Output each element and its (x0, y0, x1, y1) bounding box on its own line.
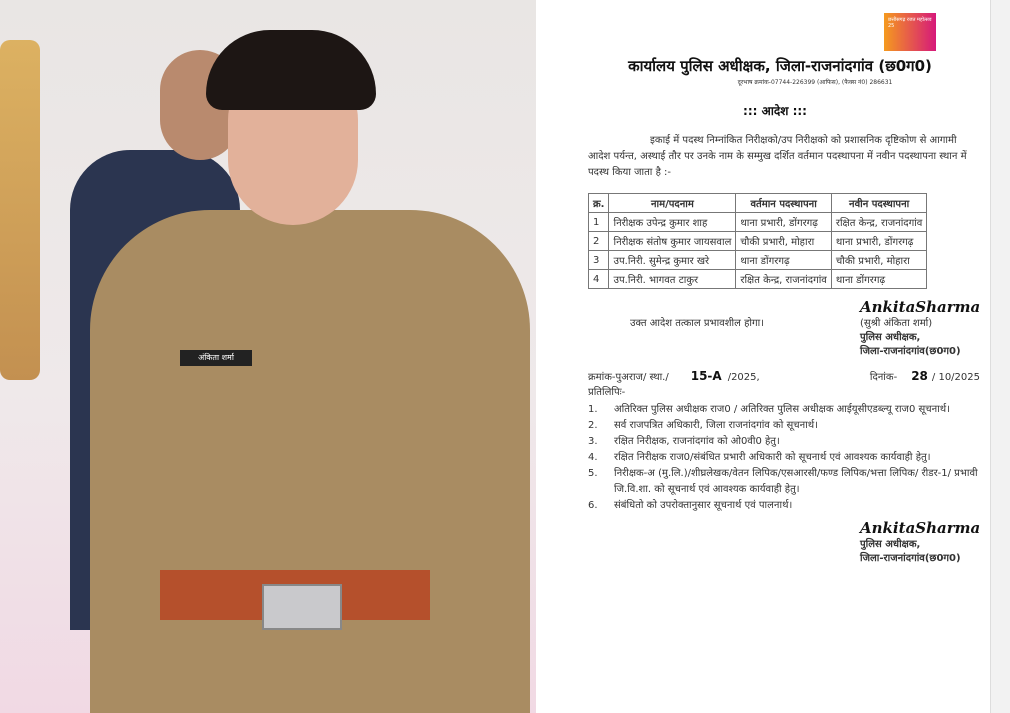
table-header-row (589, 194, 927, 213)
ref-dinank: दिनांक- (869, 372, 898, 383)
item-text: रक्षित निरीक्षक, राजनांदगांव को ओ0वी0 हेतु। (614, 436, 780, 447)
logo-text: छत्तीसगढ़ रजत महोत्सव 25 (888, 17, 932, 29)
copy-list (588, 402, 980, 514)
cell: 1 (589, 213, 609, 232)
cell: रक्षित केन्द्र, राजनांदगांव (736, 270, 832, 289)
ref-day: 28 (911, 369, 928, 383)
list-item (588, 498, 980, 514)
cell: 2 (589, 232, 609, 251)
ref-date-rest: / 10/2025 (931, 372, 980, 383)
item-text: निरीक्षक-अ (मु.लि.)/शीघ्रलेखक/वेतन लिपिक/एसआरसी/फण्ड लिपिक/भत्ता लिपिक/ रीडर-1/ प्रभावी जि.वि.शा. को सूचनार्थ एवं आवश्यक कार्यवाही हेतु। (614, 468, 978, 495)
col-header: क्र. (589, 194, 609, 213)
reference-line (588, 369, 980, 383)
cell: रक्षित केन्द्र, राजनांदगांव (831, 213, 927, 232)
signatory-designation-2: पुलिस अधीक्षक, (860, 539, 921, 550)
cell: उप.निरी. भागवत टाकुर (609, 270, 736, 289)
table-row (589, 232, 927, 251)
col-header: नाम/पदनाम (609, 194, 736, 213)
belt-buckle (262, 584, 342, 630)
uniform (90, 210, 530, 713)
list-item (588, 434, 980, 450)
signatory-district-2: जिला-राजनांदगांव(छ0ग0) (860, 553, 961, 564)
page-edge (990, 0, 1010, 713)
item-number: 3. (588, 436, 598, 447)
cell: चौकी प्रभारी, मोहारा (831, 251, 927, 270)
ref-year: /2025, (727, 372, 760, 383)
cell: 3 (589, 251, 609, 270)
signatory-designation: पुलिस अधीक्षक, (860, 332, 921, 343)
cell: थाना प्रभारी, डोंगरगढ़ (736, 213, 832, 232)
item-text: अतिरिक्त पुलिस अधीक्षक राज0 / अतिरिक्त पुलिस अधीक्षक आईयूसीएडब्ल्यू राज0 सूचनार्थ। (614, 404, 950, 415)
item-number: 2. (588, 420, 598, 431)
order-heading: ::: आदेश ::: (743, 104, 807, 118)
cell: निरीक्षक संतोष कुमार जायसवाल (609, 232, 736, 251)
signatory-district: जिला-राजनांदगांव(छ0ग0) (860, 346, 961, 357)
col-header: वर्तमान पदस्थापना (736, 194, 832, 213)
cell: चौकी प्रभारी, मोहारा (736, 232, 832, 251)
order-body: इकाई में पदस्थ निम्नांकित निरीक्षको/उप निरीक्षको को प्रशासनिक दृष्टिकोण से आगामी आदेश पर्यन्त, अस्थाई तौर पर उनके नाम के सम्मुख दर्शित वर्तमान पदस्थापना में नवीन पदस्थापना स्थान में पदस्थ किया जाता है :- (588, 135, 967, 178)
item-text: संबंधितो को उपरोक्तानुसार सूचनार्थ एवं पालनार्थ। (614, 500, 793, 511)
logo (884, 13, 936, 51)
name-tag: अंकिता शर्मा (180, 350, 252, 366)
item-text: सर्व राजपत्रित अधिकारी, जिला राजनांदगांव को सूचनार्थ। (614, 420, 818, 431)
signature-block-2-wrap (588, 518, 980, 566)
cell: निरीक्षक उपेन्द्र कुमार शाह (609, 213, 736, 232)
copy-label: प्रतिलिपिः- (588, 387, 626, 398)
cell: उप.निरी. सुमेन्द्र कुमार खरे (609, 251, 736, 270)
table-row (589, 251, 927, 270)
table-row (589, 270, 927, 289)
cell: थाना प्रभारी, डोंगरगढ़ (831, 232, 927, 251)
cell: थाना डोंगरगढ़ (831, 270, 927, 289)
phone-line: दूरभाष क्रमांक-07744-226399 (आफिस), (फैक्स नं0) 286631 (737, 79, 893, 86)
effective-note: उक्त आदेश तत्काल प्रभावशील होगा। (630, 318, 764, 329)
table-row (589, 213, 927, 232)
list-item (588, 466, 980, 498)
cell: थाना डोंगरगढ़ (736, 251, 832, 270)
item-number: 6. (588, 500, 598, 511)
signature-block-2 (860, 518, 980, 566)
col-header: नवीन पदस्थापना (831, 194, 927, 213)
signature-1: AnkitaSharma (860, 298, 981, 316)
background-lamp (0, 40, 40, 380)
signature-2: AnkitaSharma (860, 519, 981, 537)
hair (206, 30, 376, 110)
list-item (588, 418, 980, 434)
list-item (588, 402, 980, 418)
order-document (538, 0, 990, 713)
office-title: कार्यालय पुलिस अधीक्षक, जिला-राजनांदगांव (छ0ग0) (628, 57, 932, 75)
list-item (588, 450, 980, 466)
item-number: 4. (588, 452, 598, 463)
effective-and-signature-row (588, 297, 980, 359)
signature-block-1 (860, 297, 980, 359)
item-text: रक्षित निरीक्षक राज0/संबंधित प्रभारी अधिकारी को सूचनार्थ एवं आवश्यक कार्यवाही हेतु। (614, 452, 931, 463)
ref-number: 15-A (690, 369, 722, 383)
item-number: 1. (588, 404, 598, 415)
cell: 4 (589, 270, 609, 289)
transfer-table (588, 193, 927, 289)
ref-kramank: क्रमांक-पुअराज/ स्था./ (588, 372, 669, 383)
signatory-name: (सुश्री अंकिता शर्मा) (860, 318, 933, 329)
item-number: 5. (588, 468, 598, 479)
